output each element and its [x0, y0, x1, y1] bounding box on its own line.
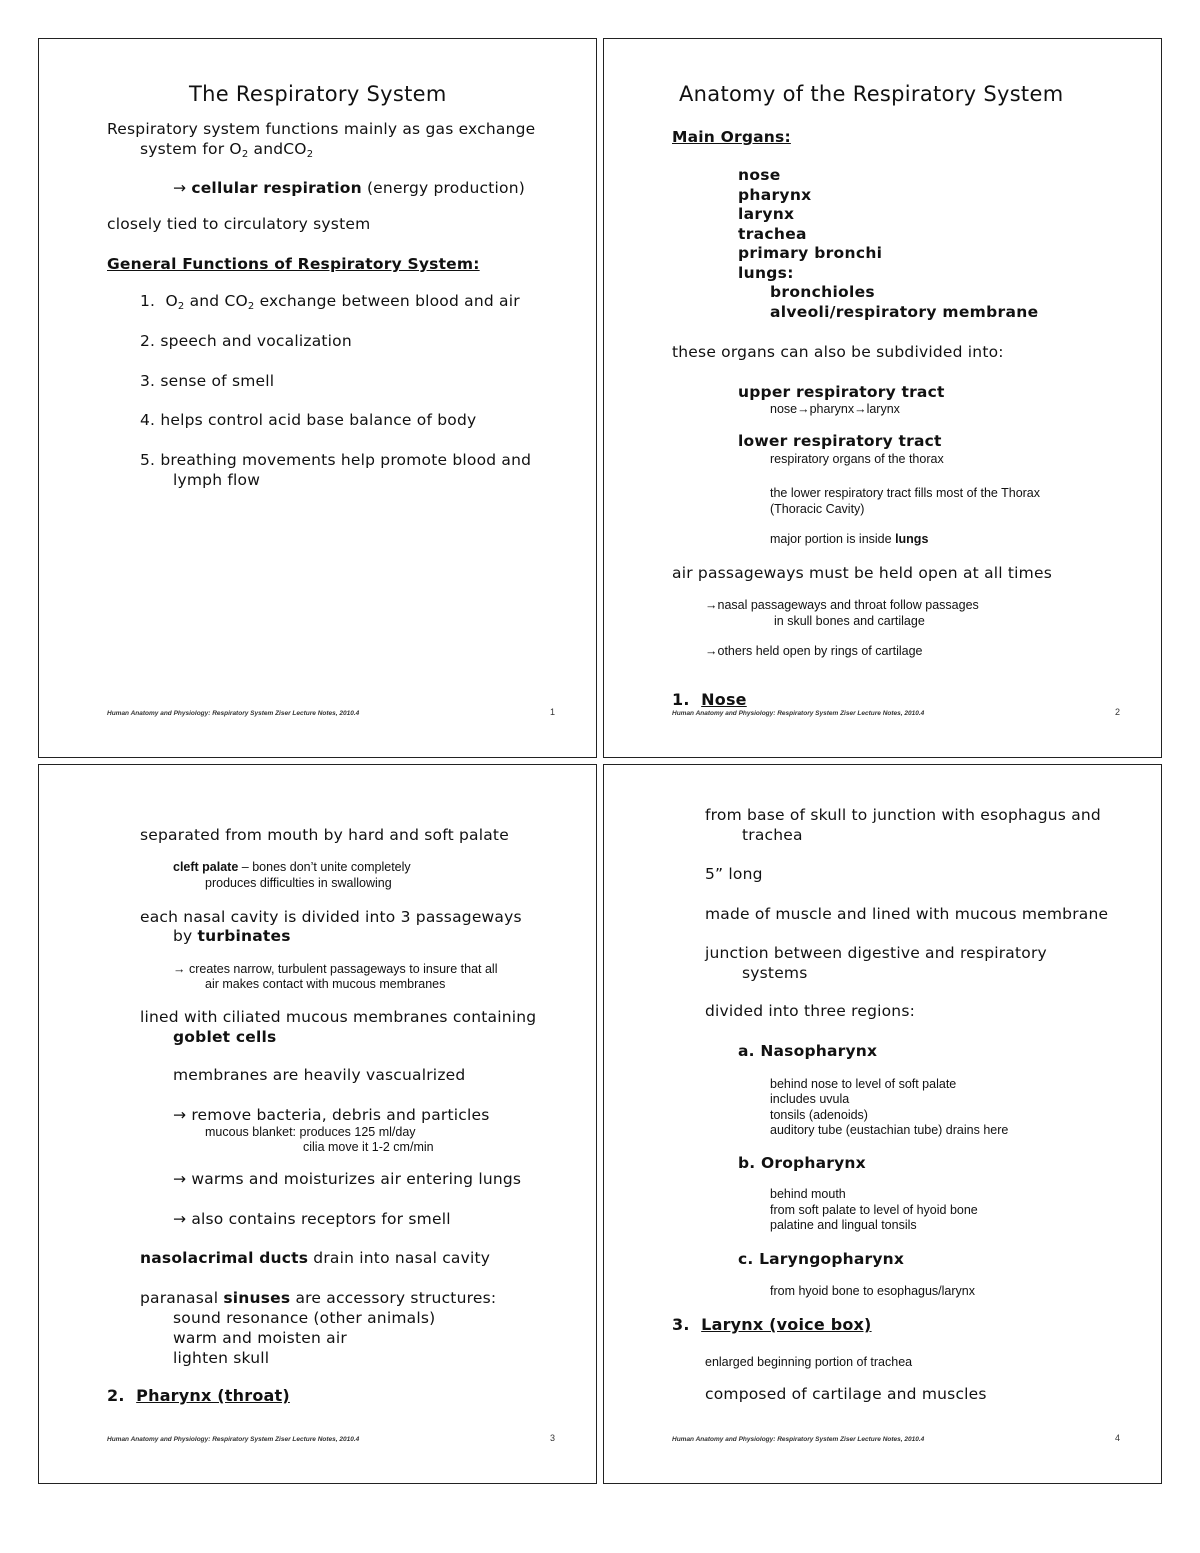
page-number: 3: [550, 1433, 556, 1443]
detail-line: → creates narrow, turbulent passageways to insure that all: [173, 962, 498, 976]
body-line: 5” long: [705, 865, 763, 883]
lung-part-item: bronchioles: [770, 283, 875, 301]
region-item: from soft palate to level of hyoid bone: [770, 1203, 978, 1217]
tract-detail: the lower respiratory tract fills most of the Thorax: [770, 486, 1041, 500]
slide-1: [38, 38, 597, 758]
body-line: → warms and moisturizes air entering lungs: [173, 1170, 522, 1188]
page-number: 4: [1115, 1433, 1121, 1443]
intro-line: system for $O_2$ andCO$_2$: [140, 140, 314, 160]
body-line: junction between digestive and respiratory: [705, 944, 1047, 962]
function-item: 1. $O_2$ and $CO_2$ exchange between blood and air: [140, 292, 520, 312]
body-line: membranes are heavily vascualrized: [173, 1066, 466, 1084]
function-item: 3. sense of smell: [140, 372, 275, 390]
slide-3: [38, 764, 597, 1484]
passage-detail: →others held open by rings of cartilage: [705, 644, 923, 658]
body-line: separated from mouth by hard and soft palate: [140, 826, 509, 844]
footer-text: Human Anatomy and Physiology: Respiratory System Ziser Lecture Notes, 2010.4: [107, 710, 360, 717]
region-item: palatine and lingual tonsils: [770, 1218, 917, 1232]
tract-detail: major portion is inside lungs: [770, 532, 929, 546]
function-item-continued: lymph flow: [173, 471, 261, 489]
detail-line: mucous blanket: produces 125 ml/day: [205, 1125, 416, 1139]
section-heading: Main Organs:: [672, 128, 791, 146]
region-item: includes uvula: [770, 1092, 850, 1106]
region-item: behind nose to level of soft palate: [770, 1077, 957, 1091]
body-line: nasolacrimal ducts drain into nasal cavity: [140, 1249, 491, 1267]
sinus-item: warm and moisten air: [173, 1329, 347, 1347]
organ-item: nose: [738, 166, 781, 184]
body-line: made of muscle and lined with mucous membrane: [705, 905, 1109, 923]
body-line: paranasal sinuses are accessory structures:: [140, 1289, 497, 1307]
lung-part-item: alveoli/respiratory membrane: [770, 303, 1039, 321]
detail-line: air makes contact with mucous membranes: [205, 977, 446, 991]
body-line: lined with ciliated mucous membranes containing: [140, 1008, 537, 1026]
tract-detail: nose→pharynx→larynx: [770, 402, 900, 416]
slide-4: [603, 764, 1162, 1484]
section-heading: General Functions of Respiratory System:: [107, 255, 480, 273]
page-number: 2: [1115, 707, 1121, 717]
body-line: → remove bacteria, debris and particles: [173, 1106, 490, 1124]
sinus-item: lighten skull: [173, 1349, 270, 1367]
page-number: 1: [550, 707, 556, 717]
tract-detail: respiratory organs of the thorax: [770, 452, 944, 466]
body-line: → also contains receptors for smell: [173, 1210, 451, 1228]
region-item: auditory tube (eustachian tube) drains here: [770, 1123, 1009, 1137]
organ-item: lungs:: [738, 264, 794, 282]
organ-item: trachea: [738, 225, 807, 243]
body-line: trachea: [742, 826, 803, 844]
body-line: air passageways must be held open at all times: [672, 564, 1052, 582]
body-line: composed of cartilage and muscles: [705, 1385, 987, 1403]
footer-text: Human Anatomy and Physiology: Respiratory System Ziser Lecture Notes, 2010.4: [672, 710, 925, 717]
body-line: by turbinates: [173, 927, 291, 945]
footer-text: Human Anatomy and Physiology: Respiratory System Ziser Lecture Notes, 2010.4: [672, 1436, 925, 1443]
intro-line: Respiratory system functions mainly as gas exchange: [107, 120, 536, 138]
section-heading: 2. Pharynx (throat): [107, 1386, 290, 1405]
slide-title: Anatomy of the Respiratory System: [679, 82, 1064, 106]
region-item: from hyoid bone to esophagus/larynx: [770, 1284, 975, 1298]
circulatory-line: closely tied to circulatory system: [107, 215, 371, 233]
function-item: 5. breathing movements help promote blood and: [140, 451, 532, 469]
region-heading: a. Nasopharynx: [738, 1042, 878, 1060]
organ-item: larynx: [738, 205, 795, 223]
slide-title: The Respiratory System: [189, 82, 447, 106]
passage-detail: →nasal passageways and throat follow passages: [705, 598, 979, 612]
footer-text: Human Anatomy and Physiology: Respiratory System Ziser Lecture Notes, 2010.4: [107, 1436, 360, 1443]
tract-heading: lower respiratory tract: [738, 432, 942, 450]
function-item: 4. helps control acid base balance of body: [140, 411, 477, 429]
detail-line: cleft palate – bones don’t unite completely: [173, 860, 411, 874]
detail-line: produces difficulties in swallowing: [205, 876, 392, 890]
body-line: divided into three regions:: [705, 1002, 916, 1020]
body-line: each nasal cavity is divided into 3 passageways: [140, 908, 522, 926]
region-heading: b. Oropharynx: [738, 1154, 866, 1172]
section-heading: 1. Nose: [672, 690, 747, 709]
region-item: behind mouth: [770, 1187, 846, 1201]
detail-line: cilia move it 1-2 cm/min: [303, 1140, 434, 1154]
body-line: goblet cells: [173, 1028, 277, 1046]
sinus-item: sound resonance (other animals): [173, 1309, 436, 1327]
section-heading: 3. Larynx (voice box): [672, 1315, 872, 1334]
body-line: systems: [742, 964, 808, 982]
organ-item: pharynx: [738, 186, 812, 204]
function-item: 2. speech and vocalization: [140, 332, 352, 350]
passage-detail: in skull bones and cartilage: [774, 614, 925, 628]
tract-heading: upper respiratory tract: [738, 383, 945, 401]
organ-item: primary bronchi: [738, 244, 883, 262]
body-line: these organs can also be subdivided into:: [672, 343, 1004, 361]
region-item: tonsils (adenoids): [770, 1108, 868, 1122]
slide-2: [603, 38, 1162, 758]
region-heading: c. Laryngopharynx: [738, 1250, 905, 1268]
tract-detail: (Thoracic Cavity): [770, 502, 865, 516]
body-line: from base of skull to junction with esophagus and: [705, 806, 1101, 824]
cellular-respiration-line: → cellular respiration (energy production): [173, 179, 525, 197]
body-line-small: enlarged beginning portion of trachea: [705, 1355, 913, 1369]
